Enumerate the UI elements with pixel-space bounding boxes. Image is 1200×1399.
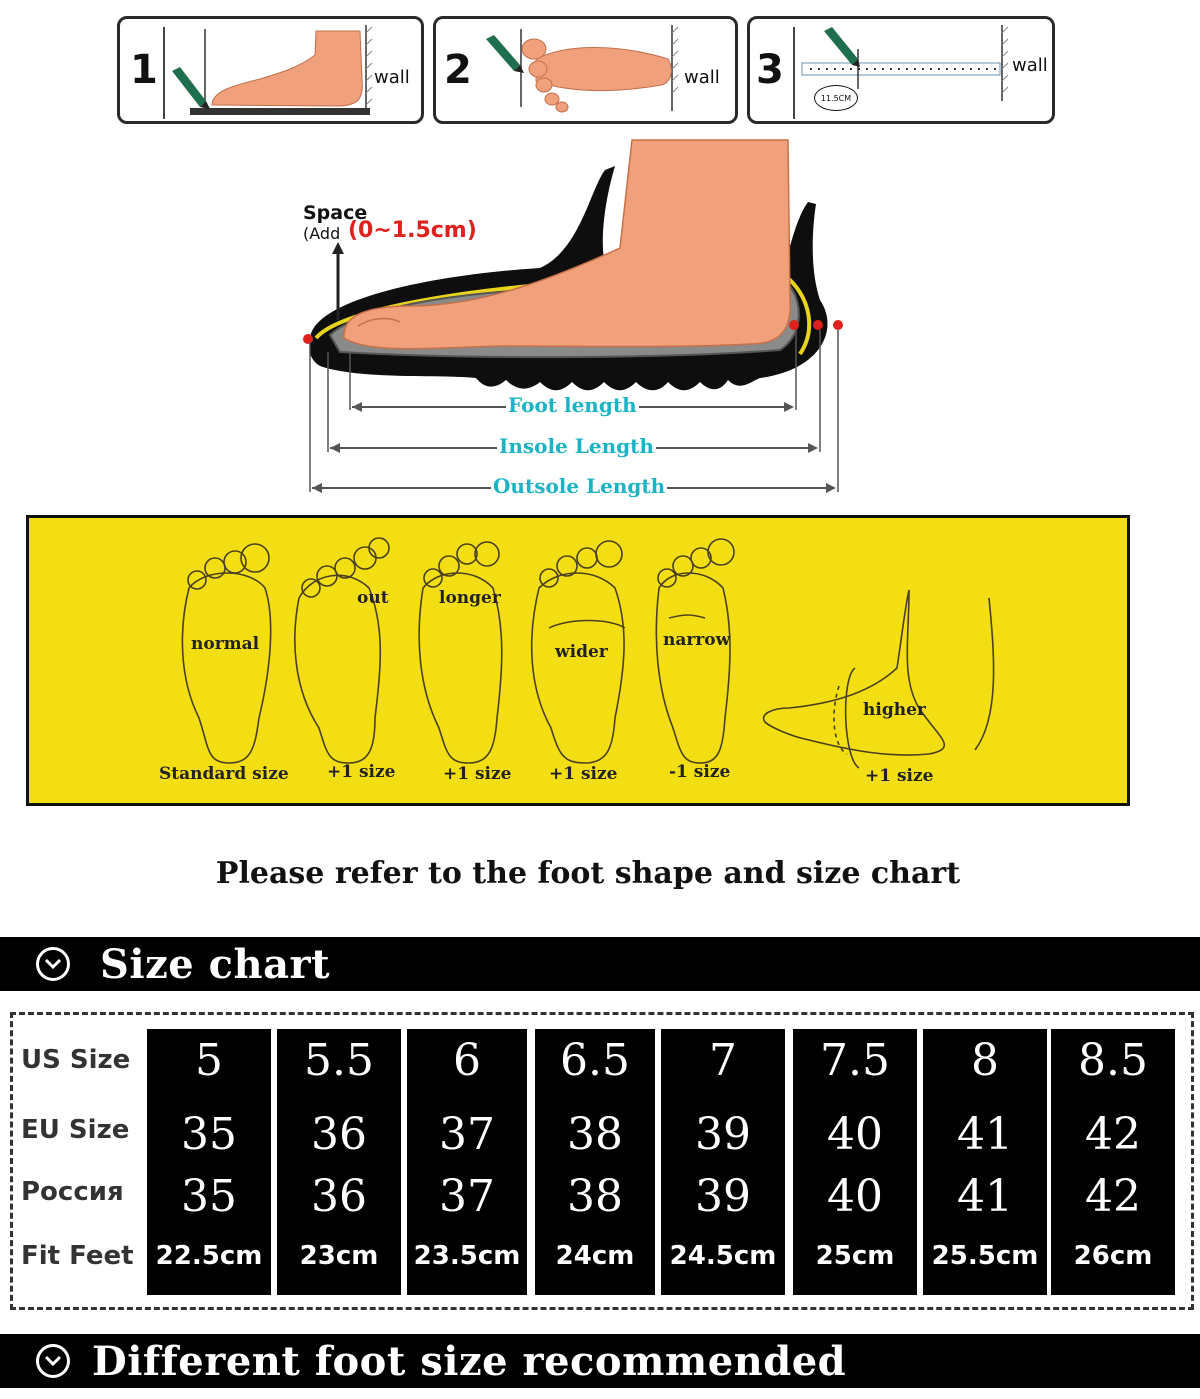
wall-label: wall — [1012, 55, 1048, 76]
us-size-cell: 8.5 — [1078, 1035, 1148, 1086]
size-column — [535, 1029, 655, 1295]
ru-size-cell: 38 — [567, 1171, 623, 1222]
eu-size-cell: 38 — [567, 1109, 623, 1160]
size-column — [793, 1029, 917, 1295]
size-column — [147, 1029, 271, 1295]
insole-length-label: Insole Length — [499, 434, 654, 458]
us-size-cell: 7 — [709, 1035, 737, 1086]
ru-size-cell: 40 — [827, 1171, 883, 1222]
ru-size-cell: 37 — [439, 1171, 495, 1222]
shape-label-longer: longer — [439, 588, 501, 608]
fit-feet-cell: 26cm — [1073, 1241, 1153, 1271]
size-chart-caption: Please refer to the foot shape and size chart — [215, 856, 961, 891]
us-size-cell: 6 — [453, 1035, 481, 1086]
recommend-header — [0, 1334, 1200, 1388]
size-chart-header — [0, 937, 1200, 991]
ru-size-cell: 35 — [181, 1171, 237, 1222]
step-3-illustration — [750, 19, 1055, 124]
outsole-length-label: Outsole Length — [493, 474, 666, 498]
eu-size-cell: 36 — [311, 1109, 367, 1160]
shape-size-narrow: -1 size — [669, 762, 731, 782]
row-label-eu: EU Size — [21, 1115, 130, 1145]
us-size-cell: 6.5 — [560, 1035, 630, 1086]
step-panel-3 — [747, 16, 1055, 124]
step-panel-2 — [433, 16, 738, 124]
shape-label-higher: higher — [863, 700, 926, 720]
size-column — [923, 1029, 1047, 1295]
recommend-title: Different foot size recommended — [92, 1337, 847, 1385]
fit-feet-cell: 23.5cm — [413, 1241, 521, 1271]
wall-label: wall — [684, 67, 720, 88]
eu-size-cell: 37 — [439, 1109, 495, 1160]
chevron-down-icon — [36, 947, 70, 981]
shape-label-narrow: narrow — [663, 630, 731, 650]
fit-feet-cell: 25.5cm — [931, 1241, 1039, 1271]
size-column — [277, 1029, 401, 1295]
fit-feet-cell: 24.5cm — [669, 1241, 777, 1271]
eu-size-cell: 35 — [181, 1109, 237, 1160]
row-label-ru: Россия — [21, 1177, 124, 1207]
ru-size-cell: 39 — [695, 1171, 751, 1222]
foot-length-label: Foot length — [508, 393, 637, 417]
us-size-cell: 7.5 — [820, 1035, 890, 1086]
size-chart-title: Size chart — [100, 940, 331, 988]
step-number: 3 — [756, 47, 784, 93]
fit-feet-cell: 22.5cm — [155, 1241, 263, 1271]
fit-feet-cell: 24cm — [555, 1241, 635, 1271]
foot-shape-panel — [26, 515, 1130, 806]
shape-label-out: out — [357, 588, 389, 608]
shape-size-wider: +1 size — [549, 764, 618, 784]
measure-badge: 11.5CM — [814, 85, 858, 111]
shape-size-longer: +1 size — [443, 764, 512, 784]
shape-size-normal: Standard size — [159, 764, 289, 784]
chevron-down-icon — [36, 1344, 70, 1378]
eu-size-cell: 42 — [1085, 1109, 1141, 1160]
us-size-cell: 5.5 — [304, 1035, 374, 1086]
ru-size-cell: 42 — [1085, 1171, 1141, 1222]
row-label-us: US Size — [21, 1045, 131, 1075]
step-panel-1 — [117, 16, 424, 124]
size-table — [10, 1012, 1194, 1310]
row-label-fit: Fit Feet — [21, 1241, 134, 1271]
space-label: Space — [303, 202, 368, 224]
fit-feet-cell: 23cm — [299, 1241, 379, 1271]
shape-label-normal: normal — [191, 634, 260, 654]
ru-size-cell: 41 — [957, 1171, 1013, 1222]
shape-label-wider: wider — [555, 642, 608, 662]
wall-label: wall — [374, 67, 410, 88]
size-column — [661, 1029, 785, 1295]
space-range-label: (0~1.5cm) — [348, 218, 477, 243]
eu-size-cell: 39 — [695, 1109, 751, 1160]
size-column — [1051, 1029, 1175, 1295]
fit-feet-cell: 25cm — [815, 1241, 895, 1271]
shape-size-higher: +1 size — [865, 766, 934, 786]
step-number: 1 — [130, 47, 158, 93]
space-add-label: (Add — [303, 224, 341, 243]
eu-size-cell: 41 — [957, 1109, 1013, 1160]
size-column — [407, 1029, 527, 1295]
us-size-cell: 8 — [971, 1035, 999, 1086]
us-size-cell: 5 — [195, 1035, 223, 1086]
ru-size-cell: 36 — [311, 1171, 367, 1222]
eu-size-cell: 40 — [827, 1109, 883, 1160]
shape-size-out: +1 size — [327, 762, 396, 782]
step-number: 2 — [444, 47, 472, 93]
